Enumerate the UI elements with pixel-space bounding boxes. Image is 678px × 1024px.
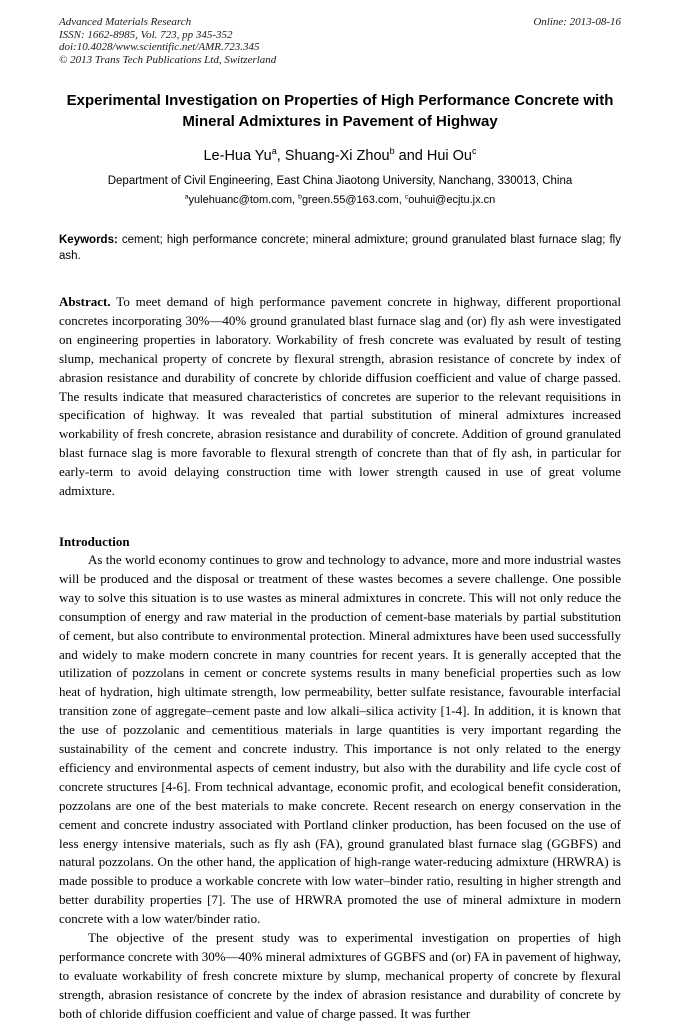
online-date: Online: 2013-08-16 xyxy=(533,16,621,28)
introduction-heading: Introduction xyxy=(59,533,130,549)
journal-name: Advanced Materials Research xyxy=(59,16,192,28)
emails-line xyxy=(59,193,621,207)
author-name: and Hui Ou xyxy=(394,148,472,164)
author-name: Le-Hua Yu xyxy=(203,148,272,164)
keywords-block xyxy=(59,232,621,264)
abstract-text: To meet demand of high performance pavement concrete in highway, different proportional concretes incorporating 30%—40% ground granulated blast furnace slag and (or) fly ash were investigated on engineering properties in laboratory. Workability of fresh concrete was evaluated by result of testing slump, mechanical property of concrete by flexural strength, abrasion resistance of concrete by index of abrasion resistance and durability of concrete by chloride diffusion coefficient and value of charge passed. The results indicate that measured characteristics of concretes are superior to the relevant requisitions in specification of highway. It was revealed that partial substitution of mineral admixtures increased workability of fresh concrete, abrasion resistance and durability of concrete. Addition of ground granulated blast furnace slag is more favorable to flexural strength of concrete than that of fly ash, in particular for early-term to avoid delaying construction time with lower strength caused in use of great volume admixture. xyxy=(59,294,621,499)
author-name: , Shuang-Xi Zhou xyxy=(276,148,390,164)
publisher-info xyxy=(59,16,276,66)
abstract-block xyxy=(59,293,621,501)
doi-line: doi:10.4028/www.scientific.net/AMR.723.345 xyxy=(59,41,260,53)
abstract-label: Abstract. xyxy=(59,294,111,309)
affiliation-line: Department of Civil Engineering, East China Jiaotong University, Nanchang, 330013, China xyxy=(107,175,573,187)
author-email: yulehuanc@tom.com, xyxy=(188,194,299,206)
author-email: ouhui@ecjtu.jx.cn xyxy=(408,194,496,206)
introduction-paragraph-1: As the world economy continues to grow and technology to advance, more and more industrial wastes will be produced and the disposal or treatment of these wastes becomes a severe challenge. One possible way to solve this situation is to use wastes as mineral admixtures in concrete. This will not only reduce the consumption of energy and raw material in the production of cement-base materials by partial substitution of cement, but also contribute to environmental protection. Mineral admixtures have been used successfully and widely to make modern concrete in many countries for recent years. It is generally accepted that the utilization of pozzolans in cement or concrete systems results in many beneficial properties such as low heat of hydration, high ultimate strength, low permeability, better sulfate resistance, favourable interfacial transition zone of aggregate–cement paste and low alkali–silica activity [1-4]. In addition, it is known that the use of pozzolanic and cementitious materials in large quantities is very important regarding the sustainability of the cement and concrete industry. This importance is not only related to the energy efficiency and environmental aspects of cement industry, but also with the durability and life cycle cost of concrete structures [4-6]. From technical advantage, economic profit, and ecological benefit consideration, pozzolans are one of the best materials to make concrete. Recent research on energy conservation in the cement and concrete industry associated with Portland clinker production, has been focused on the use of less energy intensive materials, such as fly ash (FA), ground granulated blast furnace slag (GGBFS) and natural pozzolans. On the other hand, the application of high-range water-reducing admixture (HRWRA) is made possible to produce a workable concrete with low water–binder ratio, resulting in higher strength and better durability properties [7]. The use of HRWRA promoted the use of mineral admixture in modern concrete with a low water/binder ratio. xyxy=(59,551,621,927)
paper-title: Experimental Investigation on Properties of High Performance Concrete with Mineral Admixtures in Pavement of Highway xyxy=(66,92,614,130)
email-affil-mark: b xyxy=(298,193,302,201)
email-affil-mark: a xyxy=(184,193,189,201)
email-affil-mark: c xyxy=(404,193,409,201)
author-affil-mark: b xyxy=(389,146,395,157)
introduction-paragraph-2: The objective of the present study was to experimental investigation on properties of high performance concrete with 30%—40% mineral admixtures of GGBFS and (or) FA in pavement of highway, to evaluate workability of fresh concrete mixture by slump, mechanical property of concrete by flexural strength, abrasion resistance of concrete by the index of abrasion resistance and durability of concrete by both of chloride diffusion coefficient and value of charge passed. It was further xyxy=(59,930,621,1021)
author-affil-mark: a xyxy=(271,146,277,157)
publisher-header xyxy=(59,16,621,66)
copyright-line: © 2013 Trans Tech Publications Ltd, Switzerland xyxy=(59,53,277,66)
issn-line: ISSN: 1662-8985, Vol. 723, pp 345-352 xyxy=(59,28,233,41)
author-affil-mark: c xyxy=(472,146,477,157)
author-email: green.55@163.com, xyxy=(301,194,405,206)
keywords-label: Keywords: xyxy=(59,234,118,246)
authors-line xyxy=(59,147,621,165)
keywords-text: cement; high performance concrete; mineral admixture; ground granulated blast furnace slag; fly ash. xyxy=(59,234,621,262)
